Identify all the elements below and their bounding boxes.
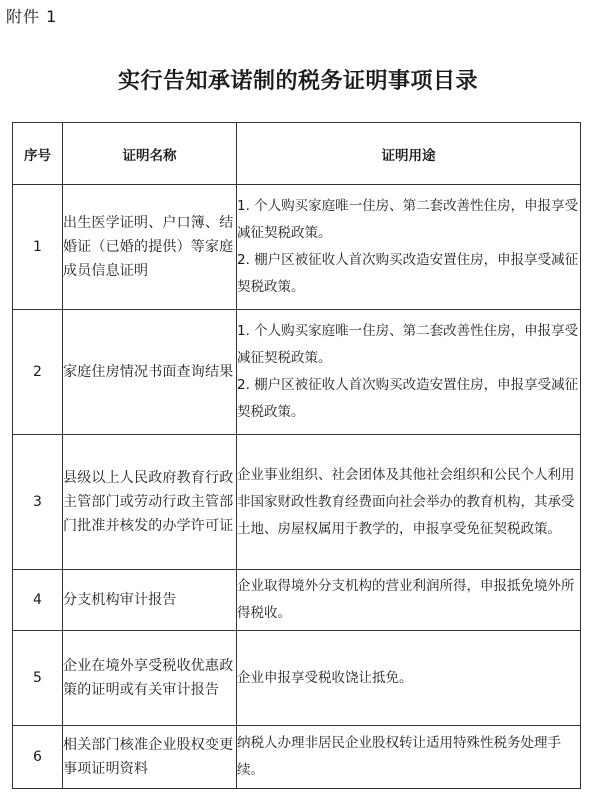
certificate-use (237, 185, 581, 310)
use-item: 1. 个人购买家庭唯一住房、第二套改善性住房，申报享受减征契税政策。 (237, 198, 579, 241)
use-item: 纳税人办理非居民企业股权转让适用特殊性税务处理手续。 (237, 735, 561, 778)
column-header-seq: 序号 (13, 123, 63, 185)
row-seq: 6 (13, 726, 63, 789)
table-row (13, 185, 581, 310)
certificate-name: 分支机构审计报告 (63, 570, 237, 631)
certificate-name: 相关部门核准企业股权变更事项证明资料 (63, 726, 237, 789)
row-seq: 5 (13, 631, 63, 726)
use-item: 1. 个人购买家庭唯一住房、第二套改善性住房，申报享受减征契税政策。 (237, 323, 579, 366)
use-item: 企业申报享受税收饶让抵免。 (237, 669, 413, 686)
column-header-use: 证明用途 (237, 123, 581, 185)
table-row (13, 310, 581, 435)
certificate-name: 企业在境外享受税收优惠政策的证明或有关审计报告 (63, 631, 237, 726)
row-seq: 2 (13, 310, 63, 435)
use-item: 企业事业组织、社会团体及其他社会组织和公民个人利用非国家财政性教育经费面向社会举办的教育机构，其承受土地、房屋权属用于教学的，申报享受免征契税政策。 (237, 466, 575, 537)
use-item: 2. 棚户区被征收人首次购买改造安置住房，申报享受减征契税政策。 (237, 377, 579, 420)
certificate-use (237, 570, 581, 631)
column-header-name: 证明名称 (63, 123, 237, 185)
row-seq: 4 (13, 570, 63, 631)
attachment-label: 附件 1 (6, 7, 58, 26)
certificate-name: 家庭住房情况书面查询结果 (63, 310, 237, 435)
table-row (13, 435, 581, 570)
table-row (13, 726, 581, 789)
table-row (13, 570, 581, 631)
row-seq: 1 (13, 185, 63, 310)
certificate-use (237, 726, 581, 789)
use-item: 企业取得境外分支机构的营业利润所得，申报抵免境外所得税收。 (237, 578, 575, 621)
certificate-use (237, 310, 581, 435)
table-header-row (13, 123, 581, 185)
certificate-use (237, 631, 581, 726)
table-row (13, 631, 581, 726)
certificate-name: 县级以上人民政府教育行政主管部门或劳动行政主管部门批准并核发的办学许可证 (63, 435, 237, 570)
certificate-name: 出生医学证明、户口簿、结婚证（已婚的提供）等家庭成员信息证明 (63, 185, 237, 310)
row-seq: 3 (13, 435, 63, 570)
certificate-table (12, 122, 581, 789)
document-title: 实行告知承诺制的税务证明事项目录 (117, 69, 478, 94)
certificate-use (237, 435, 581, 570)
use-item: 2. 棚户区被征收人首次购买改造安置住房，申报享受减征契税政策。 (237, 252, 579, 295)
